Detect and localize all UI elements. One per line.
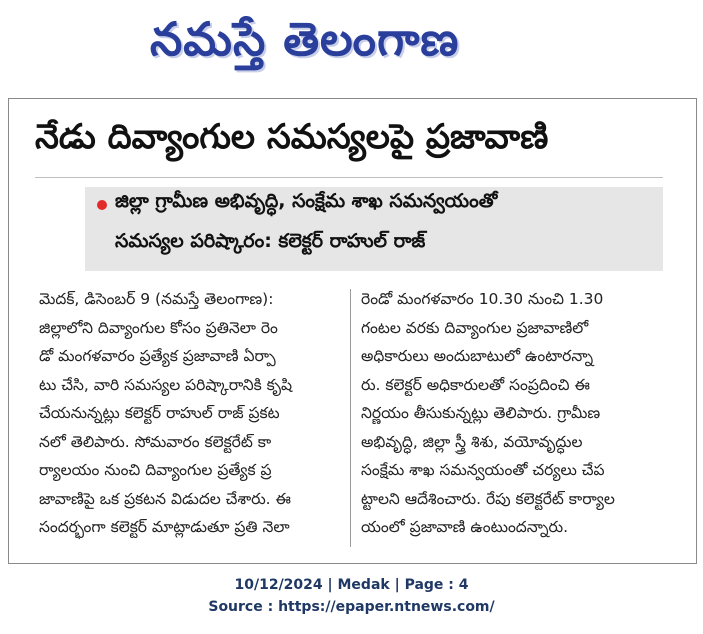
text-line: జావాణిపై ఒక ప్రకటన విడుదల చేశారు. ఈ	[39, 489, 291, 508]
subhead-line: సమస్యల పరిష్కారం: కలెక్టర్ రాహుల్ రాజ్	[115, 230, 426, 252]
article-column-left	[39, 285, 339, 542]
source-footer	[0, 574, 703, 618]
subhead-line: జిల్లా గ్రామీణ అభివృద్ధి, సంక్షేమ శాఖ సమన్వయంతో	[115, 190, 498, 212]
text-line: టు చేసి, వారి సమస్యల పరిష్కారానికి కృషి	[39, 375, 292, 394]
text-line: రెండో మంగళవారం 10.30 నుంచి 1.30	[361, 290, 604, 308]
column-divider	[350, 289, 351, 547]
text-line: నలో తెలిపారు. సోమవారం కలెక్టరేట్ కా	[39, 432, 272, 451]
date-edition-page: 10/12/2024 | Medak | Page : 4	[234, 577, 469, 593]
headline-divider	[35, 177, 663, 178]
article-headline: నేడు దివ్యాంగుల సమస్యలపై ప్రజావాణి	[35, 117, 549, 157]
text-line: యంలో ప్రజావాణి ఉంటుందన్నారు.	[361, 518, 569, 536]
text-line: గంటల వరకు దివ్యాంగుల ప్రజావాణిలో	[361, 318, 589, 337]
text-line: సందర్భంగా కలెక్టర్ మాట్లాడుతూ ప్రతి నెలా	[39, 518, 290, 536]
newspaper-logo: నమస్తే తెలంగాణ	[150, 12, 460, 66]
text-line: మెదక్, డిసెంబర్ 9 (నమస్తే తెలంగాణ):	[39, 290, 274, 308]
bullet-icon	[97, 200, 107, 210]
text-line: అభివృద్ధి, జిల్లా స్త్రీ శిశు, వయోవృద్ధుల	[361, 432, 583, 451]
text-line: రు. కలెక్టర్ అధికారులతో సంప్రదించి ఈ	[361, 375, 590, 394]
text-line: నిర్ణయం తీసుకున్నట్లు తెలిపారు. గ్రామీణ	[361, 404, 601, 422]
text-line: చేయనున్నట్లు కలెక్టర్ రాహుల్ రాజ్ ప్రకట	[39, 404, 280, 422]
news-clipping	[8, 98, 697, 564]
text-line: అధికారులు అందుబాటులో ఉంటారన్నా	[361, 347, 594, 365]
article-column-right	[361, 285, 661, 542]
text-line: జిల్లాలోని దివ్యాంగుల కోసం ప్రతినెలా రెం	[39, 318, 278, 337]
text-line: డో మంగళవారం ప్రత్యేక ప్రజావాణి ఏర్పా	[39, 347, 276, 365]
text-line: సంక్షేమ శాఖ సమన్వయంతో చర్యలు చేప	[361, 461, 605, 479]
subhead-box	[85, 187, 663, 271]
source-link[interactable]: Source : https://epaper.ntnews.com/	[208, 599, 495, 615]
text-line: ర్యాలయం నుంచి దివ్యాంగుల ప్రత్యేక ప్ర	[39, 461, 272, 479]
text-line: ట్టాలని ఆదేశించారు. రేపు కలెక్టరేట్ కార్యాల	[361, 489, 615, 508]
masthead	[0, 0, 703, 95]
